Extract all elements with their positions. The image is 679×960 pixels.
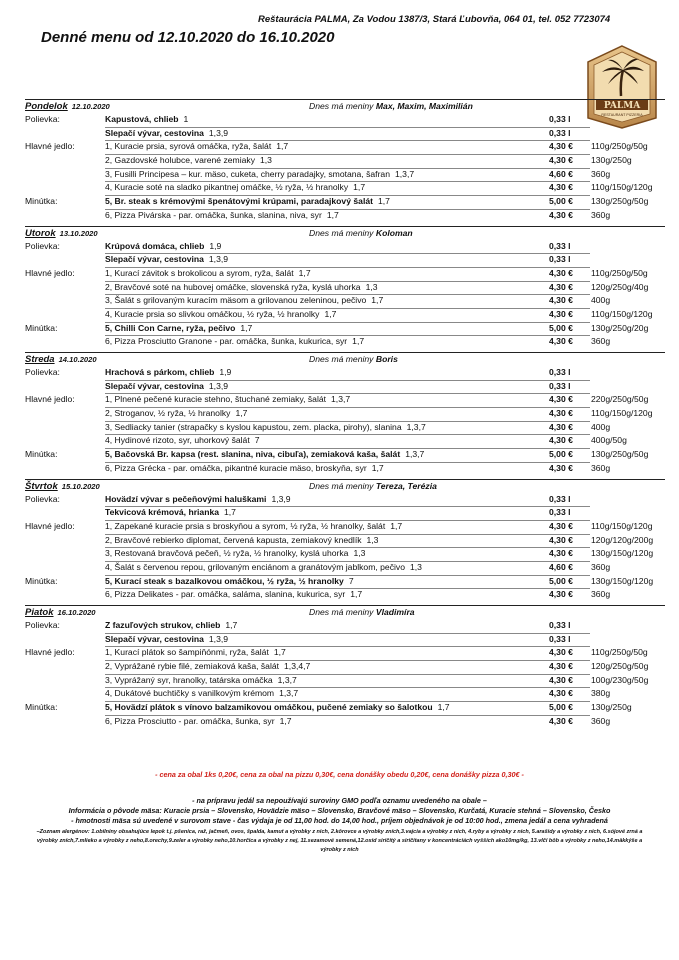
dish-name: 6, Pizza Pivárska - par. omáčka, šunka, slanina, niva, syr (105, 209, 322, 220)
dish-price: 0,33 l (549, 493, 571, 504)
day-section (25, 99, 665, 223)
dish-name: 4, Dukátové buchtičky s vanilkovým krémom (105, 688, 275, 699)
dish-weight: 360g (591, 715, 611, 726)
menu-item (105, 181, 365, 195)
allergens: 1,7 (273, 647, 286, 658)
day-header (25, 480, 665, 493)
allergens: 1,7 (326, 209, 339, 220)
dish-price: 4,30 € (549, 182, 573, 193)
allergens: 1,3,9 (208, 380, 229, 391)
day-date: 16.10.2020 (57, 608, 96, 617)
dish-price: 4,30 € (549, 688, 573, 699)
menu-item (105, 253, 228, 267)
menu-row (25, 154, 665, 168)
dish-name: 5, Chilli Con Carne, ryža, pečivo (105, 322, 236, 333)
allergens: 1,3 (409, 561, 422, 572)
menu-category: Hlavné jedlo: (25, 267, 75, 278)
name-day (309, 480, 437, 493)
dish-name: 5, Br. steak s krémovými špenátovými krúpami, paradajkový šalát (105, 196, 373, 207)
restaurant-address: Reštaurácia PALMA, Za Vodou 1387/3, Stará Ľubovňa, 064 01, tel. 052 7723074 (258, 14, 611, 25)
allergens: 1,9 (209, 240, 222, 251)
allergens: 1,3 (353, 548, 366, 559)
allergens: 1,7 (352, 336, 365, 347)
dish-price: 4,30 € (549, 548, 573, 559)
dish-name: 1, Kurací plátok so šampiňónmi, ryža, šalát (105, 647, 269, 658)
dish-name: 5, Kurací steak s bazalkovou omáčkou, ½ ryža, ½ hranolky (105, 575, 344, 586)
day-header (25, 606, 665, 619)
dish-price: 4,60 € (549, 168, 573, 179)
menu-category: Polievka: (25, 367, 60, 377)
menu-title: Denné menu od 12.10.2020 do 16.10.2020 (41, 29, 335, 46)
dish-name: 5, Hovädzí plátok s vínovo balzamikovou omáčkou, pučené zemiaky so šalotkou (105, 702, 433, 713)
name-day-names: Tereza, Terézia (375, 480, 437, 491)
menu-row (25, 674, 665, 688)
allergens: 1,3,4,7 (284, 661, 311, 672)
allergens: 1,3,7 (405, 449, 425, 460)
menu-item (105, 561, 422, 575)
logo-text: PALMA (603, 101, 641, 111)
name-day-label: Dnes má meniny (309, 480, 374, 491)
menu-item (105, 407, 247, 421)
menu-row (25, 181, 665, 195)
menu-row (25, 534, 665, 548)
menu-category: Hlavné jedlo: (25, 520, 75, 531)
dish-price: 4,30 € (549, 715, 573, 726)
dish-price: 4,30 € (549, 295, 573, 306)
allergens: 1,3,7 (279, 688, 299, 699)
menu-category: Minútka: (25, 702, 58, 713)
dish-price: 0,33 l (549, 620, 571, 630)
dish-price: 0,33 l (549, 633, 571, 644)
menu-item (105, 195, 390, 209)
menu-row (25, 462, 665, 476)
dish-name: 2, Gazdovské holubce, varené zemiaky (105, 155, 255, 166)
dish-price: 0,33 l (549, 367, 571, 377)
dish-weight: 110g/250g/50g (591, 141, 648, 152)
dish-weight: 110g/150g/120g (591, 520, 653, 531)
menu-item (105, 493, 291, 507)
menu-category: Polievka: (25, 620, 60, 630)
allergens: 1,7 (224, 507, 236, 518)
menu-item (105, 434, 260, 448)
menu-item (105, 448, 424, 462)
day-date: 15.10.2020 (61, 481, 100, 491)
allergens: 1,7 (225, 620, 238, 630)
allergens: 1,7 (390, 520, 403, 531)
dish-name: 3, Restovaná bravčová pečeň, ½ ryža, ½ hranolky, kyslá uhorka (105, 548, 349, 559)
menu-row (25, 561, 665, 575)
dish-price: 4,30 € (549, 435, 573, 446)
menu-category: Minútka: (25, 322, 58, 333)
allergens: 1,7 (371, 295, 384, 306)
allergens: 1,7 (350, 589, 363, 600)
allergens: 1,3,7 (406, 421, 426, 432)
menu-item (105, 575, 354, 589)
menu-row (25, 253, 665, 267)
day-section (25, 226, 665, 350)
dish-weight: 360g (591, 336, 611, 347)
day-name-text: Piatok (25, 607, 54, 618)
menu-item (105, 127, 228, 141)
menu-item (105, 687, 298, 701)
name-day-names: Max, Maxim, Maximilián (375, 101, 473, 111)
dish-weight: 110g/150g/120g (591, 308, 653, 319)
dish-name: Kapustová, chlieb (105, 114, 179, 124)
menu-row (25, 195, 665, 209)
menu-row (25, 575, 665, 589)
allergens: 7 (348, 575, 354, 586)
dish-name: 1, Kurací závitok s brokolicou a syrom, ryža, šalát (105, 267, 294, 278)
menu-row (25, 281, 665, 295)
dish-price: 4,30 € (549, 267, 573, 278)
allergens: 1,7 (240, 322, 253, 333)
dish-price: 4,30 € (549, 589, 573, 600)
menu-row (25, 660, 665, 674)
name-day-names: Boris (375, 354, 398, 364)
allergens: 1,3,7 (331, 394, 351, 405)
allergens: 1,3 (365, 281, 378, 292)
allergens: 1,3,9 (208, 254, 229, 265)
dish-price: 4,30 € (549, 661, 573, 672)
menu-item (105, 534, 378, 548)
dish-price: 4,30 € (549, 141, 573, 152)
menu-row (25, 294, 665, 308)
days-list (25, 99, 665, 732)
dish-name: 6, Pizza Prosciutto Granone - par. omáčka, šunka, kukurica, syr (105, 336, 348, 347)
menu-row (25, 506, 665, 520)
menu-row (25, 493, 665, 507)
menu-item (105, 154, 272, 168)
dish-name: 2, Stroganov, ½ ryža, ½ hranolky (105, 408, 231, 419)
menu-item (105, 140, 288, 154)
menu-row (25, 127, 665, 141)
dish-name: Krúpová domáca, chlieb (105, 240, 205, 251)
dish-weight: 360g (591, 589, 611, 600)
dish-weight: 100g/230g/50g (591, 674, 649, 685)
menu-row (25, 335, 665, 349)
name-day-label: Dnes má meniny (309, 607, 374, 617)
logo-subtext: RESTAURANT PIZZERIA (601, 113, 643, 117)
menu-item (105, 380, 228, 394)
menu-item (105, 547, 365, 561)
menu-row (25, 380, 665, 394)
dish-name: 5, Bačovská Br. kapsa (rest. slanina, niva, cibuľa), zemiaková kaša, šalát (105, 449, 401, 460)
menu-item (105, 240, 221, 254)
allergens: 1,3,9 (208, 127, 229, 138)
menu-item (105, 715, 292, 729)
menu-item (105, 421, 426, 435)
dish-name: 4, Kuracie prsia so slivkou omáčkou, ½ ryža, ½ hranolky (105, 308, 320, 319)
allergens: 1,7 (276, 141, 289, 152)
name-day (309, 100, 473, 113)
dish-price: 4,30 € (549, 674, 573, 685)
day-header (25, 227, 665, 240)
dish-name: Slepačí vývar, cestovina (105, 127, 204, 138)
day-name (25, 353, 97, 366)
day-name-text: Pondelok (25, 101, 68, 112)
dish-price: 4,30 € (549, 520, 573, 531)
dish-price: 0,33 l (549, 114, 571, 124)
gmo-note: - na prípravu jedál sa nepoužívajú suroviny GMO podľa oznamu uvedeného na obale – (192, 796, 487, 805)
dish-weight: 130g/250g/50g (591, 196, 649, 207)
menu-item (105, 393, 350, 407)
day-header (25, 100, 665, 113)
day-name (25, 606, 96, 619)
menu-row (25, 393, 665, 407)
dish-weight: 130g/250g/50g (591, 449, 649, 460)
menu-item (105, 308, 336, 322)
day-date: 13.10.2020 (59, 228, 98, 238)
dish-price: 4,30 € (549, 421, 573, 432)
allergens-note: –Zoznam alergénov: 1.obilniny obsahujúce lepok t.j. pšenica, raž, jačmeň, ovos, špalda, kamut a výrobky z nich, 2.kôrovce a výrobky zních,3.vajcia a výrobky z nich, 4.ryby a výrobky z nich, 5.arašidy a výrobky z nich, 6.sójové zrná a výrobky zních,7.mlieko a výrobky z neho,8.orechy,9.zeler a výrobky neho,10.horčica a výrobky z nej, 11.sezamové semená,12.oxid siričitý a siričitany v koncentráciách vyšších ako10mg/kg, 13.vlčí bôb a výrobky z neho,14.mäkkýše a výrobky z nich (36, 829, 643, 853)
menu-row (25, 448, 665, 462)
allergens: 1,3,9 (271, 493, 291, 504)
dish-weight: 110g/250g/50g (591, 647, 648, 658)
menu-row (25, 715, 665, 729)
name-day-names: Koloman (375, 227, 413, 238)
dish-weight: 130g/250g/20g (591, 322, 649, 333)
dish-price: 4,30 € (549, 209, 573, 220)
menu-row (25, 140, 665, 154)
menu-row (25, 547, 665, 561)
dish-name: 2, Bravčové rebierko diplomat, červená kapusta, zemiakový knedlík (105, 534, 362, 545)
dish-price: 5,00 € (549, 702, 573, 713)
menu-row (25, 687, 665, 701)
day-name (25, 100, 110, 113)
day-name (25, 227, 98, 240)
allergens: 1,7 (437, 702, 450, 713)
name-day (309, 227, 413, 240)
day-section (25, 352, 665, 476)
menu-item (105, 660, 310, 674)
dish-name: 2, Vyprážané rybie filé, zemiaková kaša, šalát (105, 661, 280, 672)
day-date: 12.10.2020 (71, 102, 110, 111)
menu-item (105, 168, 414, 182)
allergens: 1 (183, 114, 189, 124)
allergens: 1,7 (377, 196, 390, 207)
dish-weight: 400g (591, 295, 611, 306)
dish-weight: 360g (591, 209, 611, 220)
dish-price: 5,00 € (549, 449, 573, 460)
menu-item (105, 462, 384, 476)
dish-price: 4,30 € (549, 408, 573, 419)
allergens: 1,7 (279, 715, 292, 726)
dish-weight: 360g (591, 168, 611, 179)
allergens: 1,3,9 (208, 633, 229, 644)
menu-item (105, 619, 237, 633)
dish-name: 6, Pizza Grécka - par. omáčka, pikantné kuracie mäso, broskyňa, syr (105, 462, 367, 473)
menu-category: Polievka: (25, 114, 60, 124)
menu-item (105, 281, 378, 295)
menu-item (105, 588, 362, 602)
day-date: 14.10.2020 (58, 355, 97, 364)
dish-price: 4,30 € (549, 308, 573, 319)
dish-name: 2, Bravčové soté na hubovej omáčke, slovenská ryža, kyslá uhorka (105, 281, 361, 292)
dish-price: 4,30 € (549, 336, 573, 347)
menu-row (25, 322, 665, 336)
dish-weight: 110g/250g/50g (591, 267, 648, 278)
dish-price: 4,30 € (549, 281, 573, 292)
day-header (25, 353, 665, 366)
menu-category: Minútka: (25, 196, 58, 207)
allergens: 1,7 (298, 267, 311, 278)
dish-weight: 130g/150g/120g (591, 575, 654, 586)
menu-row (25, 407, 665, 421)
day-name-text: Streda (25, 354, 55, 365)
menu-row (25, 366, 665, 380)
dish-name: Slepačí vývar, cestovina (105, 380, 204, 391)
dish-weight: 120g/250g/40g (591, 281, 649, 292)
dish-price: 0,33 l (549, 380, 571, 391)
dish-price: 0,33 l (549, 254, 571, 265)
dish-price: 0,33 l (549, 127, 571, 138)
dish-name: 1, Plnené pečené kuracie stehno, štuchané zemiaky, šalát (105, 394, 327, 405)
menu-row (25, 588, 665, 602)
dish-name: 1, Zapekané kuracie prsia s broskyňou a syrom, ½ ryža, ½ hranolky, šalát (105, 520, 386, 531)
menu-category: Hlavné jedlo: (25, 647, 75, 658)
menu-item (105, 633, 228, 647)
menu-item (105, 674, 297, 688)
day-section (25, 479, 665, 603)
menu-category: Hlavné jedlo: (25, 141, 75, 152)
menu-item (105, 113, 188, 127)
dish-weight: 360g (591, 561, 611, 572)
dish-weight: 400g/50g (591, 435, 627, 446)
dish-price: 5,00 € (549, 575, 573, 586)
dish-name: 6, Pizza Delikates - par. omáčka, saláma, slanina, kukurica, syr (105, 589, 346, 600)
allergens: 1,3,7 (277, 674, 297, 685)
menu-item (105, 294, 383, 308)
menu-row (25, 240, 665, 254)
dish-name: Hovädzí vývar s pečeňovými haluškami (105, 493, 267, 504)
dish-price: 4,30 € (549, 394, 573, 405)
dish-name: 6, Pizza Prosciutto - par. omáčka, šunka, syr (105, 715, 275, 726)
allergens: 1,3 (366, 534, 379, 545)
allergens: 1,9 (219, 367, 232, 377)
dish-weight: 360g (591, 462, 611, 473)
dish-price: 5,00 € (549, 322, 573, 333)
day-name (25, 480, 100, 493)
dish-price: 5,00 € (549, 196, 573, 207)
menu-row (25, 113, 665, 127)
name-day (309, 353, 398, 366)
menu-item (105, 520, 402, 534)
name-day-label: Dnes má meniny (309, 101, 374, 111)
menu-item (105, 506, 236, 520)
dish-name: 1, Kuracie prsia, syrová omáčka, ryža, šalát (105, 141, 272, 152)
dish-name: 3, Sedliacky tanier (strapačky s kyslou kapustou, zem. placka, pirohy), slanina (105, 421, 402, 432)
menu-category: Polievka: (25, 493, 60, 504)
name-day (309, 606, 415, 619)
menu-item (105, 701, 450, 715)
dish-price: 4,30 € (549, 462, 573, 473)
dish-name: 3, Vyprážaný syr, hranolky, tatárska omáčka (105, 674, 273, 685)
menu-item (105, 366, 231, 380)
dish-name: 4, Kuracie soté na sladko pikantnej omáčke, ½ ryža, ½ hranolky (105, 182, 349, 193)
dish-name: Z fazuľových strukov, chlieb (105, 620, 221, 630)
dish-weight: 120g/250g/50g (591, 661, 649, 672)
meat-origin-note: Informácia o pôvode mäsa: Kuracie prsia – Slovensko, Hovädzie mäso – Slovensko, Bravčové mäso – Slovensko, Kurčatá, Kuracie stehná – Slovensko, Česko (68, 806, 611, 815)
menu-item (105, 646, 286, 660)
dish-weight: 220g/250g/50g (591, 394, 649, 405)
menu-category: Hlavné jedlo: (25, 394, 75, 405)
dish-name: Slepačí vývar, cestovina (105, 254, 204, 265)
menu-row (25, 701, 665, 715)
dish-price: 0,33 l (549, 240, 571, 251)
dish-price: 4,60 € (549, 561, 573, 572)
name-day-label: Dnes má meniny (309, 227, 374, 238)
day-name-text: Utorok (25, 227, 56, 239)
menu-row (25, 308, 665, 322)
dish-name: Tekvicová krémová, hrianka (105, 507, 220, 518)
allergens: 1,3,7 (395, 168, 415, 179)
dish-price: 4,30 € (549, 155, 573, 166)
menu-row (25, 168, 665, 182)
name-day-names: Vladimíra (375, 607, 415, 617)
allergens: 1,3 (260, 155, 272, 166)
dish-weight: 130g/150g/120g (591, 548, 654, 559)
dish-name: 4, Šalát s červenou repou, grilovaným enciánom a granátovým jablkom, pečivo (105, 561, 405, 572)
menu-category: Minútka: (25, 575, 58, 586)
dish-weight: 130g/250g (591, 702, 632, 713)
menu-row (25, 646, 665, 660)
menu-row (25, 421, 665, 435)
day-name-text: Štvrtok (25, 480, 58, 492)
menu-row (25, 434, 665, 448)
menu-row (25, 619, 665, 633)
allergens: 1,7 (353, 182, 366, 193)
dish-price: 4,30 € (549, 534, 573, 545)
dish-weight: 130g/250g (591, 155, 632, 166)
menu-row (25, 520, 665, 534)
dish-name: 3, Fusilli Principesa – kur. mäso, cuketa, cherry paradajky, smotana, šafran (105, 168, 390, 179)
prices-note: - cena za obal 1ks 0,20€, cena za obal na pizzu 0,30€, cena donášky obedu 0,20€, cena donášky pizza 0,30€ - (155, 770, 524, 779)
menu-category: Minútka: (25, 449, 58, 460)
dish-name: Slepačí vývar, cestovina (105, 633, 204, 644)
menu-category: Polievka: (25, 240, 60, 251)
allergens: 1,7 (371, 462, 384, 473)
menu-item (105, 335, 364, 349)
menu-item (105, 267, 311, 281)
dish-price: 0,33 l (549, 507, 571, 518)
menu-row (25, 209, 665, 223)
menu-row (25, 633, 665, 647)
service-time-note: - hmotnosti mäsa sú uvedené v surovom stave - čas výdaja je od 11,00 hod. do 14,00 hod., príjem objednávok je od 10:00 hod., zmena jedál a cena vyhradená (71, 816, 608, 825)
allergens: 1,7 (235, 408, 248, 419)
dish-price: 4,30 € (549, 647, 573, 658)
dish-weight: 110g/150g/120g (591, 182, 653, 193)
dish-name: Hrachová s párkom, chlieb (105, 367, 215, 377)
allergens: 7 (254, 435, 260, 446)
dish-weight: 120g/120g/200g (591, 534, 654, 545)
menu-item (105, 209, 339, 223)
allergens: 1,7 (324, 308, 337, 319)
dish-name: 3, Šalát s grilovaným kuracím mäsom a grilovanou zeleninou, pečivo (105, 295, 367, 306)
dish-weight: 380g (591, 688, 611, 699)
menu-item (105, 322, 252, 336)
dish-name: 4, Hydinové rizoto, syr, uhorkový šalát (105, 435, 250, 446)
day-section (25, 605, 665, 729)
dish-weight: 110g/150g/120g (591, 408, 653, 419)
name-day-label: Dnes má meniny (309, 354, 374, 364)
dish-weight: 400g (591, 421, 611, 432)
menu-row (25, 267, 665, 281)
